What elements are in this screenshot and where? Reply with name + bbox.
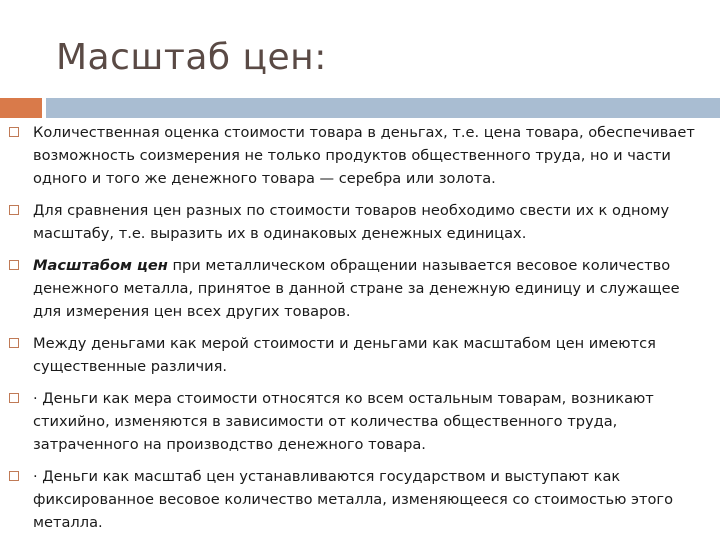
bullet-text: при металлическом обращении называется весовое количество денежного металла, принятое в данной стране за денежную единицу и служащее для измерения цен всех других товаров. (33, 257, 680, 320)
bullet-text: Между деньгами как мерой стоимости и деньгами как масштабом цен имеются существенные различия. (33, 335, 656, 375)
accent-bar (46, 98, 720, 118)
square-outline-icon (9, 127, 19, 137)
slide-title: Масштаб цен: (56, 37, 327, 78)
bullet-emphasis: Масштабом цен (33, 257, 168, 274)
bullet-text: Количественная оценка стоимости товара в деньгах, т.е. цена товара, обеспечивает возможность соизмерения не только продуктов общественного труда, но и части одного и того же денежного товара — серебра или золота. (33, 124, 695, 187)
bullet-item (0, 121, 720, 190)
square-outline-icon (9, 338, 19, 348)
bullet-item (0, 199, 720, 245)
square-outline-icon (9, 205, 19, 215)
bullet-text: · Деньги как мера стоимости относятся ко всем остальным товарам, возникают стихийно, изменяются в зависимости от количества общественного труда, затраченного на производство денежного товара. (33, 390, 654, 453)
square-outline-icon (9, 393, 19, 403)
bullet-item (0, 332, 720, 378)
accent-square (0, 98, 42, 118)
bullet-list (0, 121, 720, 540)
bullet-item (0, 465, 720, 534)
bullet-text: · Деньги как масштаб цен устанавливаются государством и выступают как фиксированное весовое количество металла, изменяющееся со стоимостью этого металла. (33, 468, 674, 531)
bullet-item (0, 254, 720, 323)
bullet-text: Для сравнения цен разных по стоимости товаров необходимо свести их к одному масштабу, т.е. выразить их в одинаковых денежных единицах. (33, 202, 670, 242)
bullet-item (0, 387, 720, 456)
square-outline-icon (9, 260, 19, 270)
square-outline-icon (9, 471, 19, 481)
